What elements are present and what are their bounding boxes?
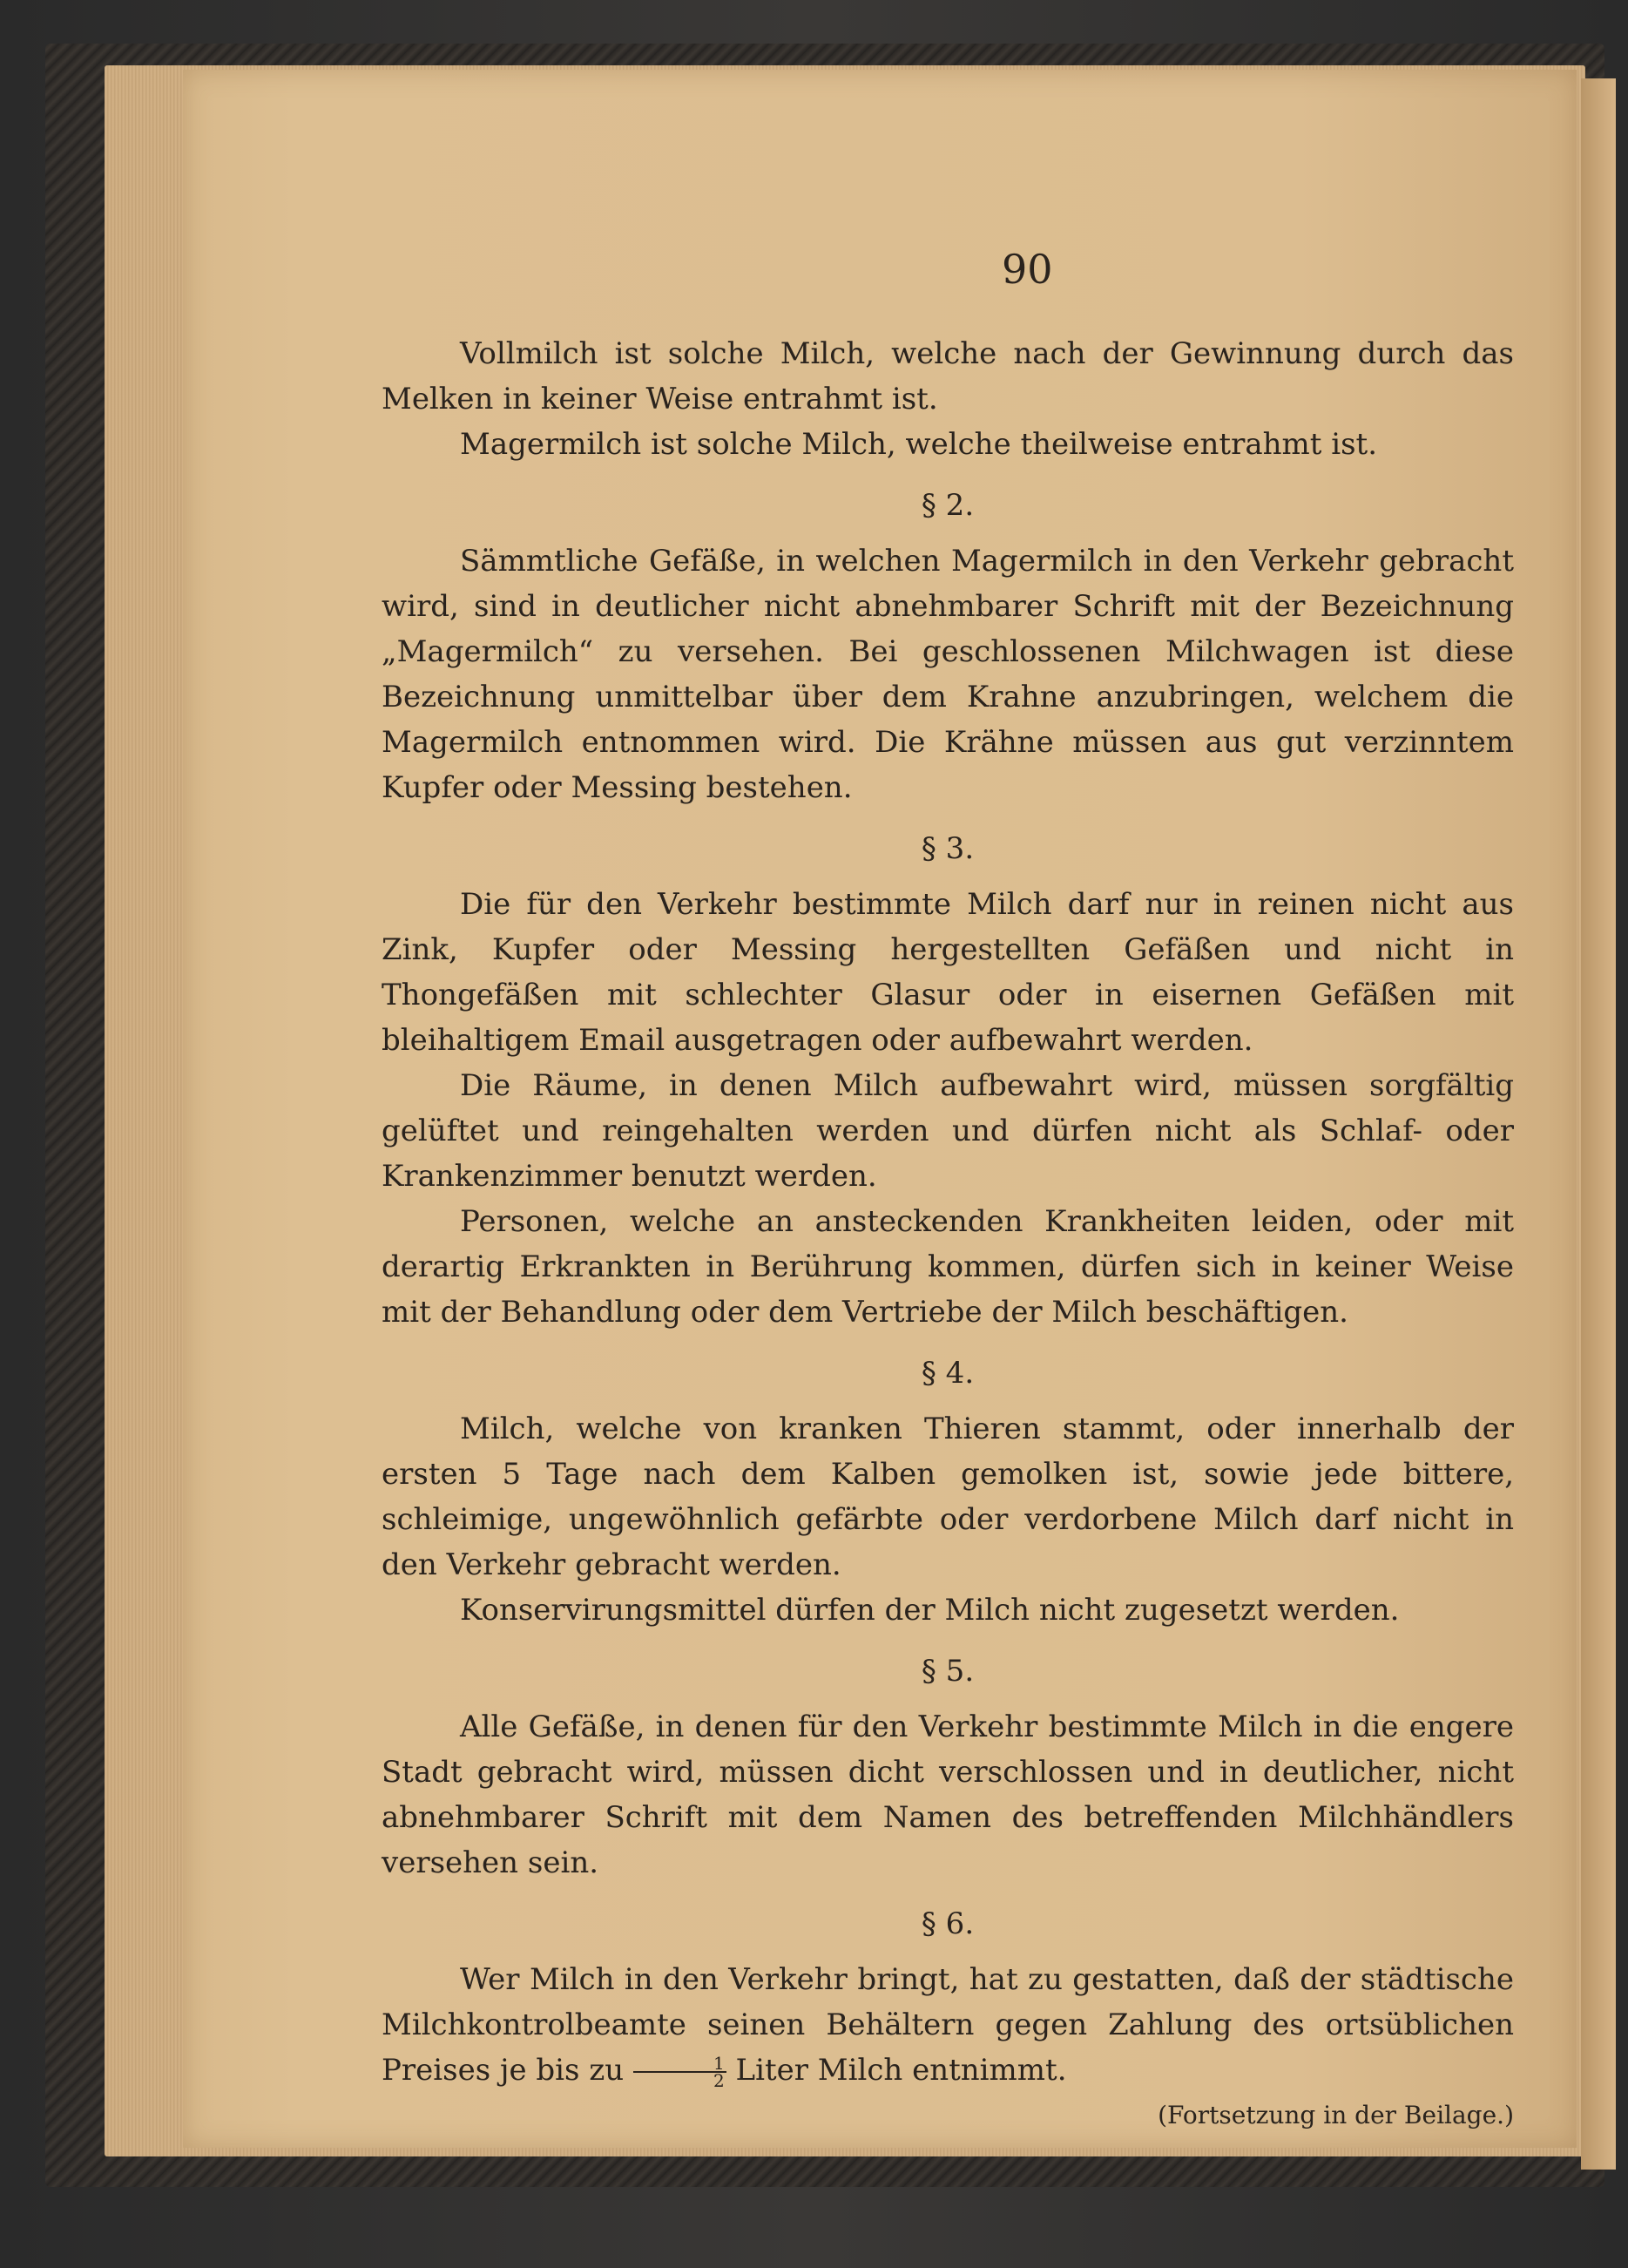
fraction-one-half [633,2055,726,2089]
continuation-note: (Fortsetzung in der Beilage.) [1158,2101,1514,2129]
page-content [382,331,1514,2135]
section-heading-5: § 5. [921,1654,975,1689]
paragraph-s4-1: Milch, welche von kranken Thieren stammt, oder innerhalb der ersten 5 Tage nach dem Kalben gemolken ist, sowie jede bittere, schleimige, ungewöhnlich gefärbte oder verdorbene Milch darf nicht in den Verkehr gebracht werden. [382,1412,1514,1582]
paragraph-s6-text-after: Liter Milch entnimmt. [735,2053,1067,2088]
paragraph-s6-text-before: Wer Milch in den Verkehr bringt, hat zu gestatten, daß der städtische Milchkontrolbeamte seinen Behältern gegen Zahlung des ortsüblichen Preises je bis zu [382,1962,1514,2088]
next-page-edge [1581,78,1616,2170]
page-number: 90 [1002,246,1053,293]
paragraph-s3-2: Die Räume, in denen Milch aufbewahrt wird, müssen sorgfältig gelüftet und reingehalten werden und dürfen nicht als Schlaf- oder Krankenzimmer benutzt werden. [382,1068,1514,1194]
section-heading-6: § 6. [921,1906,975,1941]
paragraph-vollmilch: Vollmilch ist solche Milch, welche nach der Gewinnung durch das Melken in keiner Weise entrahmt ist. [382,336,1514,416]
fraction-denominator: 2 [713,2070,725,2091]
fraction-numerator: 1 [633,2055,726,2073]
section-heading-2: § 2. [921,488,975,523]
paragraph-s4-2: Konservirungsmittel dürfen der Milch nicht zugesetzt werden. [460,1593,1400,1628]
paragraph-s3-3: Personen, welche an ansteckenden Krankheiten leiden, oder mit derartig Erkrankten in Berührung kommen, dürfen sich in keiner Weise mit der Behandlung oder dem Vertriebe der Milch beschäftigen. [382,1204,1514,1330]
paragraph-s5-1: Alle Gefäße, in denen für den Verkehr bestimmte Milch in die engere Stadt gebracht wird, müssen dicht verschlossen und in deutlicher, nicht abnehmbarer Schrift mit dem Namen des betreffenden Milchhändlers versehen sein. [382,1709,1514,1880]
paragraph-s6-1 [382,1957,1514,2093]
paragraph-s2-1: Sämmtliche Gefäße, in welchen Magermilch in den Verkehr gebracht wird, sind in deutlicher nicht abnehmbarer Schrift mit der Bezeichnung „Magermilch“ zu versehen. Bei geschlossenen Milchwagen ist diese Bezeichnung unmittelbar über dem Krahne anzubringen, welchem die Magermilch entnommen wird. Die Krähne müssen aus gut verzinntem Kupfer oder Messing bestehen. [382,544,1514,805]
section-heading-4: § 4. [921,1356,975,1391]
section-heading-3: § 3. [921,831,975,866]
paragraph-magermilch: Magermilch ist solche Milch, welche theilweise entrahmt ist. [460,427,1378,462]
paragraph-s3-1: Die für den Verkehr bestimmte Milch darf nur in reinen nicht aus Zink, Kupfer oder Messing hergestellten Gefäßen und nicht in Thongefäßen mit schlechter Glasur oder in eisernen Gefäßen mit bleihaltigem Email ausgetragen oder aufbewahrt werden. [382,887,1514,1058]
